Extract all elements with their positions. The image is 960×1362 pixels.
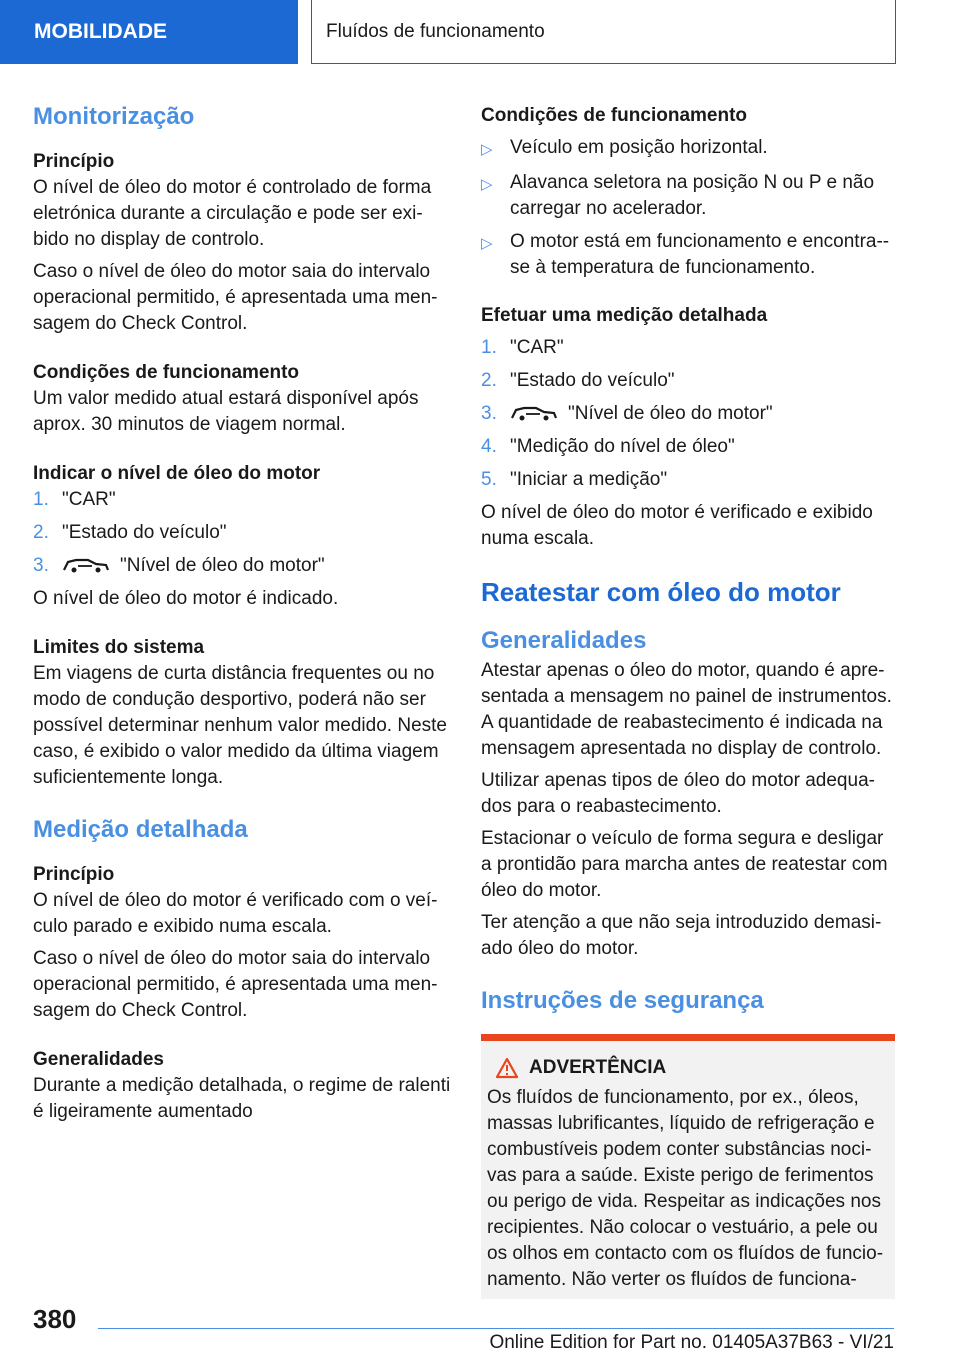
step-text: "Estado do veículo" <box>510 370 675 391</box>
chapter-label: Fluídos de funcionamento <box>326 20 545 42</box>
paragraph: O nível de óleo do motor é verificado e exibido numa escala. <box>481 502 873 549</box>
subheading-efetuar-medicao: Efetuar uma medição detalhada <box>481 305 768 326</box>
step-number: 1. <box>481 337 497 358</box>
steps-list <box>33 487 451 579</box>
list-item <box>481 368 895 394</box>
subheading-generalidades: Generalidades <box>33 1049 164 1070</box>
paragraph: Um valor medido atual estará disponível após aprox. 30 minutos de viagem normal. <box>33 388 419 435</box>
chapter-tab <box>311 0 896 64</box>
step-text: "Medição do nível de óleo" <box>510 436 735 457</box>
step-text: "Nível de óleo do motor" <box>120 555 325 576</box>
subheading-condicoes-funcionamento: Condições de funcionamento <box>481 105 748 126</box>
paragraph: Ter atenção a que não seja introduzido demasi-ado óleo do motor. <box>481 912 882 959</box>
step-number: 2. <box>481 370 497 391</box>
paragraph: Em viagens de curta distância frequentes ou no modo de condução desportivo, poderá não ser possível determinar nenhum valor medido. Neste caso, é exibido o valor medido da última viagem suficientemente longa. <box>33 663 447 788</box>
list-item <box>481 170 895 222</box>
paragraph: Atestar apenas o óleo do motor, quando é apre-sentada a mensagem no painel de instrumentos. A quantidade de reabastecimento é indicada na mensagem apresentada no display de controlo. <box>481 660 892 759</box>
left-column <box>33 100 451 1125</box>
paragraph: Estacionar o veículo de forma segura e desligar a prontidão para marcha antes de reatestar com óleo do motor. <box>481 828 888 901</box>
edition-footer: Online Edition for Part no. 01405A37B63 - VI/21 <box>489 1332 894 1353</box>
right-column <box>481 100 895 1299</box>
subheading-condicoes: Condições de funcionamento <box>33 362 300 383</box>
list-item <box>481 135 895 163</box>
paragraph: Caso o nível de óleo do motor saia do intervalo operacional permitido, é apresentada uma men-sagem do Check Control. <box>33 261 438 334</box>
heading-generalidades: Generalidades <box>481 627 647 654</box>
triangle-bullet-icon: ▷ <box>481 141 493 158</box>
list-text: Veículo em posição horizontal. <box>510 137 768 158</box>
warning-label: ADVERTÊNCIA <box>529 1057 667 1078</box>
paragraph: O nível de óleo do motor é verificado com o veí-culo parado e exibido numa escala. <box>33 890 438 937</box>
step-number: 3. <box>33 555 49 576</box>
warning-title <box>487 1057 887 1079</box>
heading-monitorizacao: Monitorização <box>33 103 195 130</box>
list-item <box>481 335 895 361</box>
paragraph: Utilizar apenas tipos de óleo do motor adequa-dos para o reabastecimento. <box>481 770 875 817</box>
step-text: "Estado do veículo" <box>62 522 227 543</box>
section-tab <box>0 0 298 64</box>
car-status-icon <box>510 404 558 422</box>
step-number: 5. <box>481 469 497 490</box>
triangle-bullet-icon: ▷ <box>481 235 493 252</box>
warning-triangle-icon <box>495 1057 519 1079</box>
paragraph: Durante a medição detalhada, o regime de ralenti é ligeiramente aumentado <box>33 1075 451 1122</box>
list-item <box>481 434 895 460</box>
step-number: 1. <box>33 489 49 510</box>
paragraph: Caso o nível de óleo do motor saia do intervalo operacional permitido, é apresentada uma men-sagem do Check Control. <box>33 948 438 1021</box>
list-item <box>33 553 451 579</box>
heading-medicao-detalhada: Medição detalhada <box>33 816 248 843</box>
car-status-icon <box>62 556 110 574</box>
warning-box <box>481 1034 895 1299</box>
section-label: MOBILIDADE <box>34 20 167 43</box>
subheading-limites: Limites do sistema <box>33 637 205 658</box>
list-item <box>33 487 451 513</box>
step-text: "CAR" <box>510 337 564 358</box>
steps-list <box>481 335 895 493</box>
conditions-list <box>481 135 895 281</box>
list-item <box>481 401 895 427</box>
step-text: "CAR" <box>62 489 116 510</box>
subheading-indicar-nivel: Indicar o nível de óleo do motor <box>33 463 321 484</box>
heading-instrucoes-seguranca: Instruções de segurança <box>481 987 764 1014</box>
step-text: "Iniciar a medição" <box>510 469 668 490</box>
warning-text: Os fluídos de funcionamento, por ex., óleos, massas lubrificantes, líquido de refrigeração e combustíveis podem conter substâncias noci-vas para a saúde. Existe perigo de ferimentos ou perigo de vida. Respeitar as indicações nos recipientes. Não colocar o vestuário, a pele ou os olhos em contacto com os fluídos de funcio-namento. Não verter os fluídos de funciona- <box>487 1087 884 1290</box>
list-item <box>33 520 451 546</box>
step-number: 3. <box>481 403 497 424</box>
paragraph: O nível de óleo do motor é indicado. <box>33 588 339 609</box>
step-number: 4. <box>481 436 497 457</box>
subheading-principio-2: Princípio <box>33 864 115 885</box>
step-text: "Nível de óleo do motor" <box>568 403 773 424</box>
list-text: O motor está em funcionamento e encontra--se à temperatura de funcionamento. <box>510 231 890 278</box>
step-number: 2. <box>33 522 49 543</box>
triangle-bullet-icon: ▷ <box>481 176 493 193</box>
list-item <box>481 229 895 281</box>
heading-reatestar: Reatestar com óleo do motor <box>481 577 841 607</box>
paragraph: O nível de óleo do motor é controlado de forma eletrónica durante a circulação e pode ser exi-bido no display de controlo. <box>33 177 432 250</box>
list-text: Alavanca seletora na posição N ou P e não carregar no acelerador. <box>510 172 875 219</box>
footer-divider <box>98 1328 894 1329</box>
subheading-principio: Princípio <box>33 151 115 172</box>
list-item <box>481 467 895 493</box>
page-number: 380 <box>33 1304 77 1334</box>
